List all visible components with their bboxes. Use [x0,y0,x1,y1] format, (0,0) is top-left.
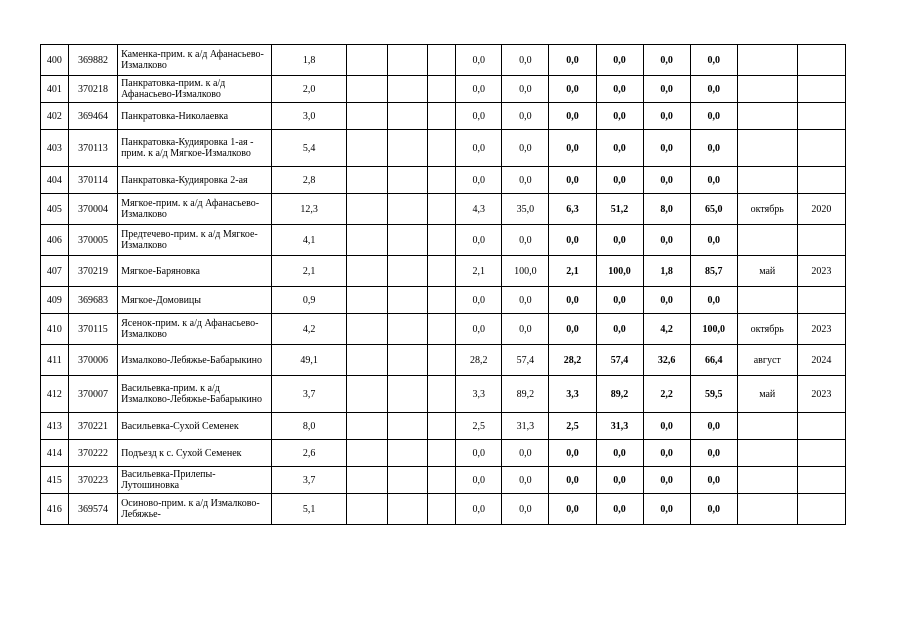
value-cell: 100,0 [690,314,737,345]
empty-cell [387,225,428,256]
empty-cell [428,287,456,314]
value-cell: 0,0 [596,494,643,525]
road-name: Мягкое-Домовицы [118,287,272,314]
value-cell: 0,0 [596,225,643,256]
road-name: Мягкое-прим. к а/д Афанасьево-Измалково [118,194,272,225]
empty-cell [347,314,388,345]
table-row [41,287,846,314]
month-cell [737,287,797,314]
value-cell: 8,0 [643,194,690,225]
value-cell: 89,2 [502,376,549,413]
value-cell: 28,2 [549,345,596,376]
value-cell: 65,0 [690,194,737,225]
empty-cell [428,76,456,103]
road-name: Панкратовка-Николаевка [118,103,272,130]
row-number: 406 [41,225,69,256]
value-cell: 0,0 [549,494,596,525]
value-cell: 85,7 [690,256,737,287]
empty-cell [387,413,428,440]
road-length: 2,8 [272,167,347,194]
value-cell: 0,0 [549,287,596,314]
table-row [41,130,846,167]
road-code: 370218 [68,76,117,103]
road-length: 12,3 [272,194,347,225]
road-length: 3,7 [272,376,347,413]
value-cell: 4,3 [456,194,502,225]
empty-cell [428,314,456,345]
road-length: 5,4 [272,130,347,167]
value-cell: 0,0 [549,314,596,345]
year-cell [797,494,845,525]
value-cell: 0,0 [690,440,737,467]
value-cell: 0,0 [456,494,502,525]
value-cell: 100,0 [596,256,643,287]
empty-cell [428,345,456,376]
empty-cell [387,256,428,287]
value-cell: 0,0 [456,287,502,314]
empty-cell [347,376,388,413]
road-name: Осиново-прим. к а/д Измалково-Лебяжье- [118,494,272,525]
value-cell: 31,3 [596,413,643,440]
value-cell: 89,2 [596,376,643,413]
value-cell: 0,0 [456,225,502,256]
year-cell [797,130,845,167]
value-cell: 0,0 [643,103,690,130]
empty-cell [347,45,388,76]
year-cell: 2023 [797,256,845,287]
road-length: 0,9 [272,287,347,314]
value-cell: 0,0 [502,45,549,76]
value-cell: 0,0 [549,76,596,103]
road-code: 370004 [68,194,117,225]
value-cell: 0,0 [596,440,643,467]
value-cell: 0,0 [643,494,690,525]
table-row [41,76,846,103]
row-number: 409 [41,287,69,314]
road-name: Мягкое-Баряновка [118,256,272,287]
month-cell [737,167,797,194]
month-cell: октябрь [737,314,797,345]
value-cell: 2,1 [549,256,596,287]
row-number: 405 [41,194,69,225]
row-number: 404 [41,167,69,194]
value-cell: 32,6 [643,345,690,376]
empty-cell [387,467,428,494]
value-cell: 0,0 [596,314,643,345]
value-cell: 57,4 [596,345,643,376]
table-row [41,413,846,440]
value-cell: 0,0 [596,467,643,494]
road-code: 370115 [68,314,117,345]
value-cell: 31,3 [502,413,549,440]
value-cell: 0,0 [643,440,690,467]
year-cell [797,467,845,494]
empty-cell [347,467,388,494]
row-number: 413 [41,413,69,440]
value-cell: 0,0 [690,225,737,256]
month-cell: октябрь [737,194,797,225]
value-cell: 100,0 [502,256,549,287]
year-cell [797,287,845,314]
value-cell: 6,3 [549,194,596,225]
road-code: 370222 [68,440,117,467]
year-cell [797,103,845,130]
empty-cell [387,76,428,103]
value-cell: 59,5 [690,376,737,413]
row-number: 410 [41,314,69,345]
road-name: Измалково-Лебяжье-Бабарыкино [118,345,272,376]
empty-cell [387,345,428,376]
row-number: 411 [41,345,69,376]
row-number: 416 [41,494,69,525]
row-number: 401 [41,76,69,103]
value-cell: 3,3 [549,376,596,413]
value-cell: 0,0 [502,287,549,314]
value-cell: 0,0 [690,167,737,194]
road-name: Васильевка-Сухой Семенек [118,413,272,440]
empty-cell [428,103,456,130]
empty-cell [347,130,388,167]
value-cell: 35,0 [502,194,549,225]
value-cell: 0,0 [549,167,596,194]
value-cell: 0,0 [456,76,502,103]
road-length: 4,1 [272,225,347,256]
month-cell [737,76,797,103]
value-cell: 2,5 [456,413,502,440]
value-cell: 0,0 [456,467,502,494]
road-code: 370005 [68,225,117,256]
road-code: 370006 [68,345,117,376]
empty-cell [387,440,428,467]
month-cell [737,440,797,467]
year-cell [797,225,845,256]
value-cell: 0,0 [456,167,502,194]
value-cell: 0,0 [596,76,643,103]
value-cell: 28,2 [456,345,502,376]
table-row [41,194,846,225]
table-row [41,167,846,194]
empty-cell [428,413,456,440]
value-cell: 0,0 [502,494,549,525]
year-cell: 2023 [797,314,845,345]
month-cell: май [737,376,797,413]
empty-cell [428,194,456,225]
empty-cell [347,225,388,256]
year-cell: 2024 [797,345,845,376]
road-length: 49,1 [272,345,347,376]
month-cell [737,45,797,76]
empty-cell [428,256,456,287]
year-cell: 2020 [797,194,845,225]
road-code: 370221 [68,413,117,440]
road-code: 369683 [68,287,117,314]
value-cell: 0,0 [690,413,737,440]
road-name: Панкратовка-Кудияровка 2-ая [118,167,272,194]
empty-cell [347,494,388,525]
value-cell: 0,0 [456,103,502,130]
road-name: Каменка-прим. к а/д Афанасьево-Измалково [118,45,272,76]
value-cell: 0,0 [690,494,737,525]
road-code: 370113 [68,130,117,167]
empty-cell [347,345,388,376]
value-cell: 0,0 [502,167,549,194]
empty-cell [347,287,388,314]
row-number: 412 [41,376,69,413]
empty-cell [387,314,428,345]
value-cell: 2,1 [456,256,502,287]
year-cell [797,413,845,440]
value-cell: 0,0 [643,167,690,194]
year-cell: 2023 [797,376,845,413]
table-row [41,440,846,467]
row-number: 414 [41,440,69,467]
month-cell [737,494,797,525]
empty-cell [387,167,428,194]
road-code: 370114 [68,167,117,194]
value-cell: 0,0 [643,225,690,256]
value-cell: 0,0 [502,467,549,494]
value-cell: 0,0 [502,440,549,467]
empty-cell [387,45,428,76]
empty-cell [387,287,428,314]
road-length: 2,0 [272,76,347,103]
year-cell [797,440,845,467]
value-cell: 0,0 [690,467,737,494]
row-number: 400 [41,45,69,76]
value-cell: 51,2 [596,194,643,225]
road-length: 1,8 [272,45,347,76]
value-cell: 0,0 [502,103,549,130]
value-cell: 0,0 [549,45,596,76]
road-code: 370219 [68,256,117,287]
value-cell: 0,0 [596,130,643,167]
value-cell: 0,0 [549,130,596,167]
value-cell: 0,0 [596,287,643,314]
table-body [41,45,846,525]
empty-cell [347,440,388,467]
road-length: 3,7 [272,467,347,494]
empty-cell [347,103,388,130]
empty-cell [347,194,388,225]
empty-cell [387,494,428,525]
value-cell: 0,0 [690,130,737,167]
roads-table [40,44,846,525]
road-name: Подъезд к с. Сухой Семенек [118,440,272,467]
month-cell [737,103,797,130]
empty-cell [387,194,428,225]
empty-cell [347,256,388,287]
table-row [41,45,846,76]
value-cell: 0,0 [596,103,643,130]
month-cell [737,413,797,440]
table-row [41,225,846,256]
value-cell: 0,0 [502,76,549,103]
road-code: 369574 [68,494,117,525]
table-row [41,494,846,525]
value-cell: 0,0 [596,167,643,194]
value-cell: 2,2 [643,376,690,413]
road-name: Панкратовка-Кудияровка 1-ая - прим. к а/д Мягкое-Измалково [118,130,272,167]
road-code: 369464 [68,103,117,130]
value-cell: 0,0 [502,130,549,167]
road-length: 3,0 [272,103,347,130]
value-cell: 0,0 [456,45,502,76]
month-cell [737,225,797,256]
table-row [41,103,846,130]
row-number: 415 [41,467,69,494]
road-code: 370223 [68,467,117,494]
empty-cell [428,45,456,76]
value-cell: 4,2 [643,314,690,345]
empty-cell [387,376,428,413]
month-cell: август [737,345,797,376]
value-cell: 2,5 [549,413,596,440]
empty-cell [428,376,456,413]
road-length: 4,2 [272,314,347,345]
value-cell: 66,4 [690,345,737,376]
empty-cell [347,76,388,103]
table-row [41,314,846,345]
empty-cell [428,130,456,167]
road-name: Васильевка-Прилепы-Лутошиновка [118,467,272,494]
empty-cell [347,413,388,440]
empty-cell [428,494,456,525]
year-cell [797,76,845,103]
empty-cell [428,467,456,494]
row-number: 402 [41,103,69,130]
road-code: 370007 [68,376,117,413]
table-row [41,376,846,413]
value-cell: 0,0 [456,130,502,167]
table-row [41,256,846,287]
road-length: 5,1 [272,494,347,525]
value-cell: 57,4 [502,345,549,376]
value-cell: 0,0 [596,45,643,76]
value-cell: 0,0 [690,103,737,130]
value-cell: 3,3 [456,376,502,413]
empty-cell [428,225,456,256]
value-cell: 0,0 [643,76,690,103]
road-length: 2,1 [272,256,347,287]
table-row [41,345,846,376]
road-name: Васильевка-прим. к а/д Измалково-Лебяжье-Бабарыкино [118,376,272,413]
road-length: 2,6 [272,440,347,467]
row-number: 403 [41,130,69,167]
road-name: Ясенок-прим. к а/д Афанасьево-Измалково [118,314,272,345]
empty-cell [387,130,428,167]
empty-cell [428,440,456,467]
month-cell [737,467,797,494]
month-cell [737,130,797,167]
value-cell: 0,0 [549,225,596,256]
year-cell [797,45,845,76]
value-cell: 0,0 [456,314,502,345]
year-cell [797,167,845,194]
road-code: 369882 [68,45,117,76]
value-cell: 0,0 [502,225,549,256]
value-cell: 0,0 [502,314,549,345]
value-cell: 0,0 [690,287,737,314]
value-cell: 0,0 [690,45,737,76]
empty-cell [428,167,456,194]
value-cell: 0,0 [643,45,690,76]
value-cell: 0,0 [549,103,596,130]
road-name: Предтечево-прим. к а/д Мягкое- Измалково [118,225,272,256]
row-number: 407 [41,256,69,287]
value-cell: 0,0 [456,440,502,467]
value-cell: 1,8 [643,256,690,287]
road-length: 8,0 [272,413,347,440]
value-cell: 0,0 [643,130,690,167]
value-cell: 0,0 [643,413,690,440]
value-cell: 0,0 [690,76,737,103]
value-cell: 0,0 [643,287,690,314]
empty-cell [347,167,388,194]
empty-cell [387,103,428,130]
value-cell: 0,0 [643,467,690,494]
value-cell: 0,0 [549,467,596,494]
road-name: Панкратовка-прим. к а/д Афанасьево-Измалково [118,76,272,103]
month-cell: май [737,256,797,287]
value-cell: 0,0 [549,440,596,467]
table-row [41,467,846,494]
